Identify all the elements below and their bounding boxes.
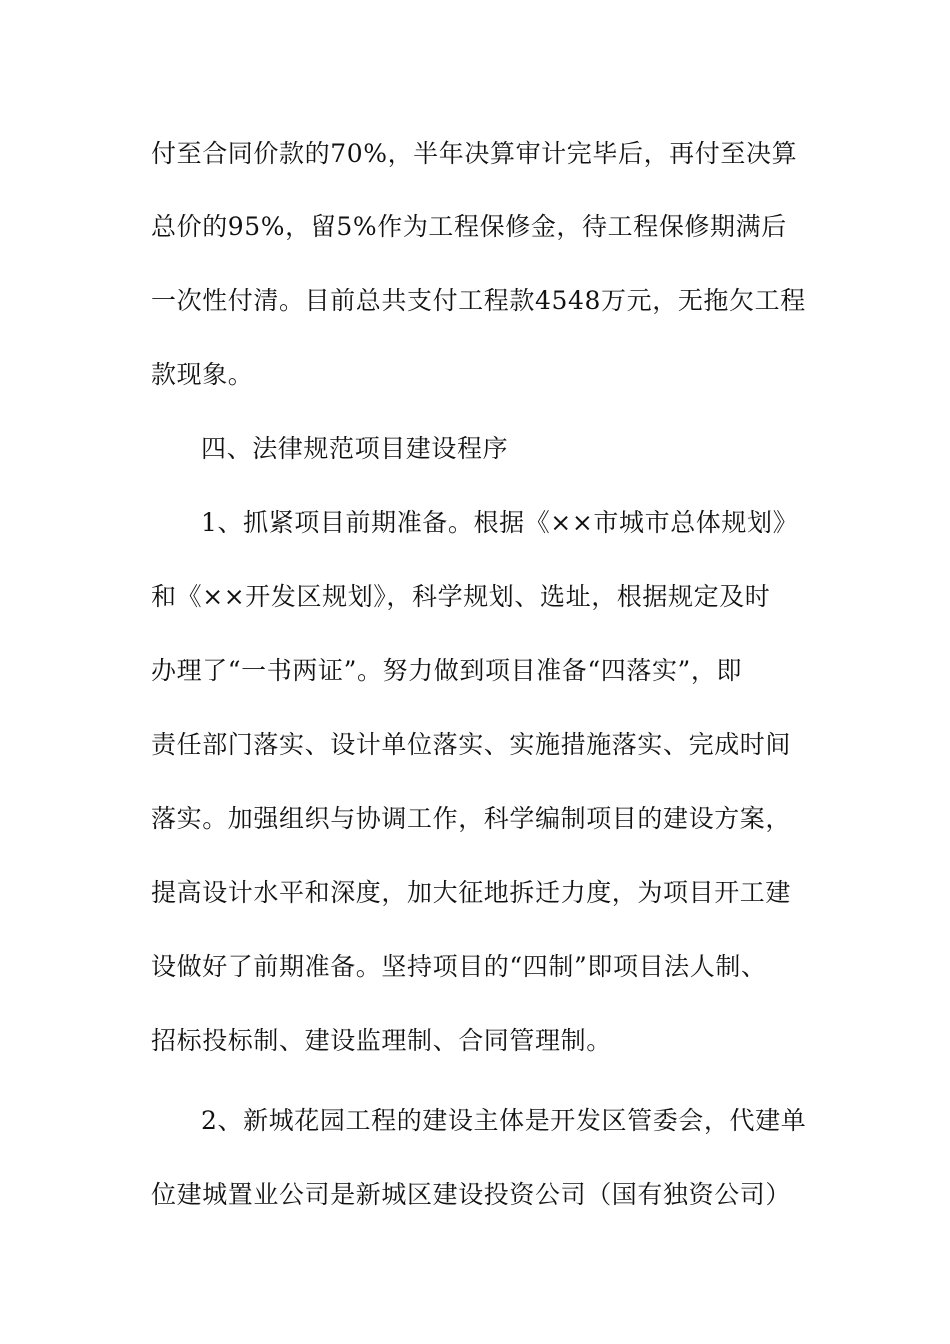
text-line: 总价的95%，留5%作为工程保修金，待工程保修期满后 <box>151 212 787 241</box>
text-line: 付至合同价款的70%，半年决算审计完毕后，再付至决算 <box>151 139 798 168</box>
text-line: 和《××开发区规划》，科学规划、选址，根据规定及时 <box>151 582 771 611</box>
text-line: 办理了“一书两证”。努力做到项目准备“四落实”，即 <box>151 656 743 685</box>
text-line: 位建城置业公司是新城区建设投资公司（国有独资公司） <box>151 1180 792 1209</box>
section-heading: 四、法律规范项目建设程序 <box>201 434 509 463</box>
text-line: 招标投标制、建设监理制、合同管理制。 <box>151 1026 612 1055</box>
text-line: 设做好了前期准备。坚持项目的“四制”即项目法人制、 <box>151 952 767 981</box>
text-line: 提高设计水平和深度，加大征地拆迁力度，为项目开工建 <box>151 878 792 907</box>
text-line: 责任部门落实、设计单位落实、实施措施落实、完成时间 <box>151 730 792 759</box>
text-line: 1、抓紧项目前期准备。根据《××市城市总体规划》 <box>201 508 799 537</box>
text-line: 款现象。 <box>151 360 254 389</box>
text-line: 2、新城花园工程的建设主体是开发区管委会，代建单 <box>201 1106 807 1135</box>
text-line: 落实。加强组织与协调工作，科学编制项目的建设方案， <box>151 804 792 833</box>
text-line: 一次性付清。目前总共支付工程款4548万元，无拖欠工程 <box>151 286 806 315</box>
